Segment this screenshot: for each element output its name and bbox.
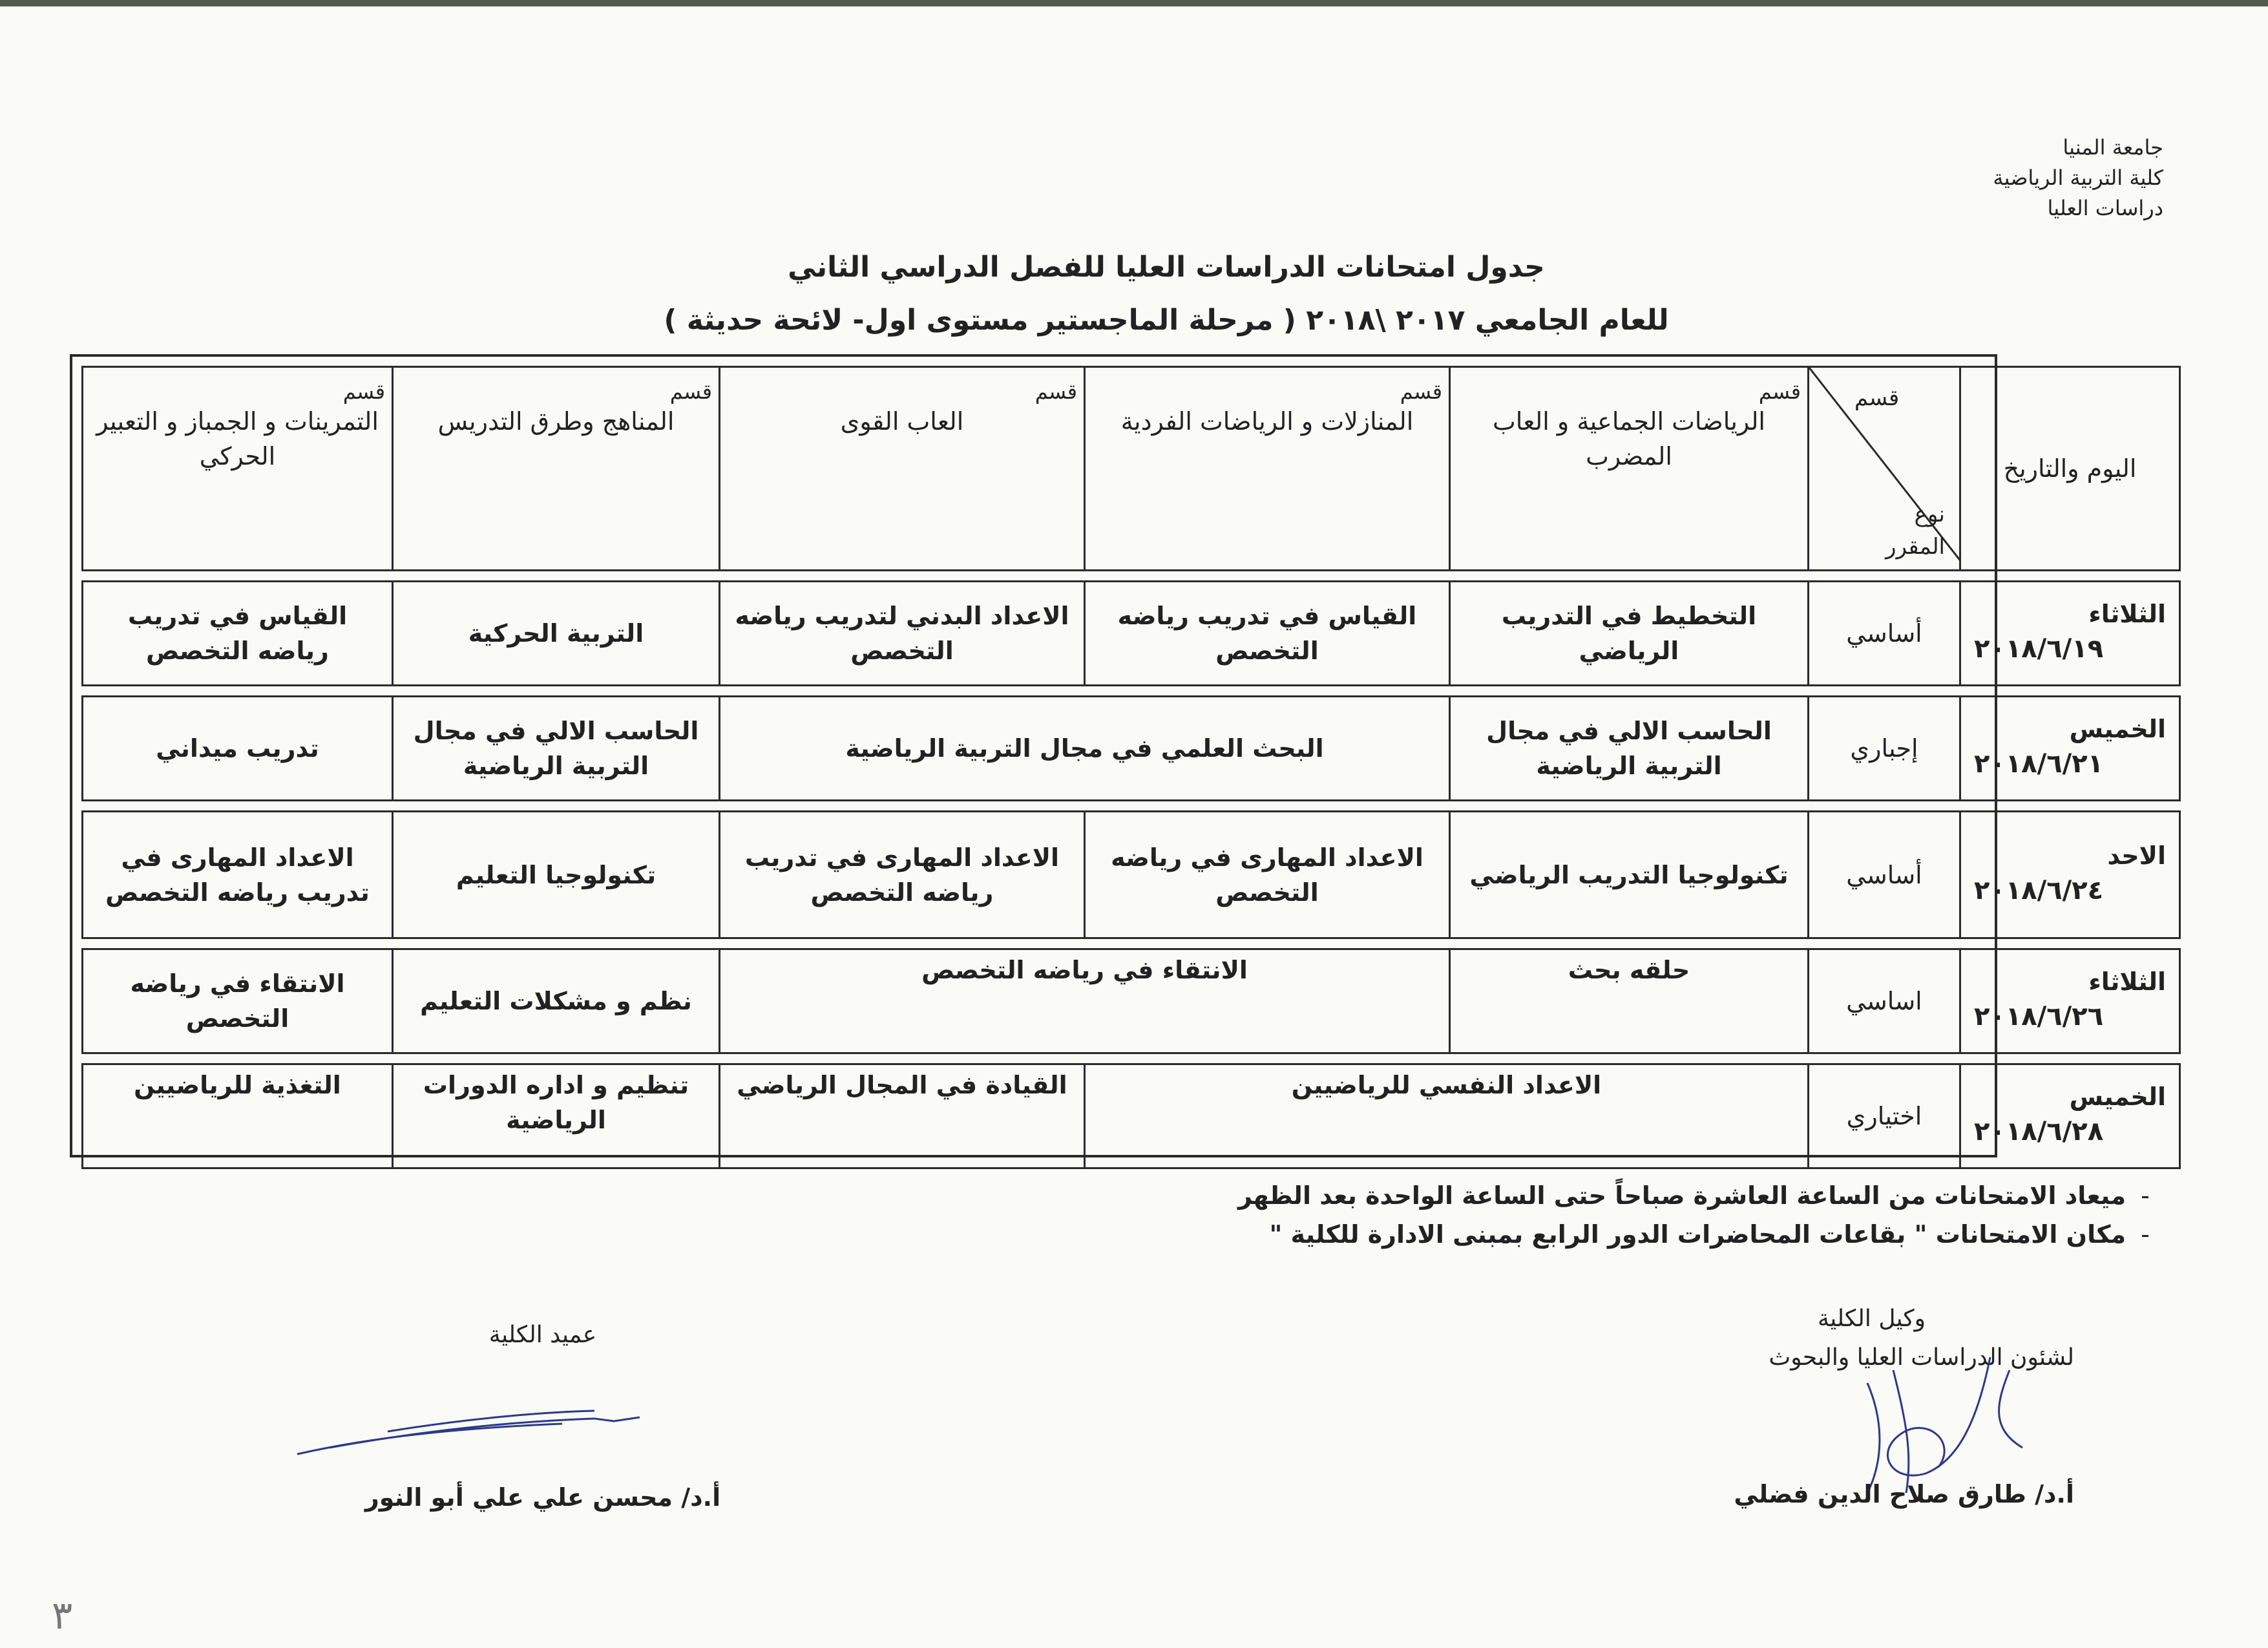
table-row [83,697,2180,801]
institution-header [1866,132,2163,224]
course-cell: الانتقاء في رياضه التخصص [83,949,393,1053]
document-title: جدول امتحانات الدراسات العليا للفصل الدراسي الثاني [788,251,1545,284]
table-row [83,1064,2180,1168]
course-type-cell: اختياري [1809,1064,1960,1168]
note-item: -مكان الامتحانات " بقاعات المحاضرات الدور الرابع بمبنى الادارة للكلية " [1269,1220,2150,1249]
course-cell-merged: الاعداد النفسي للرياضيين [1085,1064,1809,1168]
diag-type-label: نوع المقرر [1885,502,1945,560]
header-dept-type-diagonal [1809,367,1960,571]
course-cell: الاعداد المهارى في رياضه التخصص [1085,812,1450,938]
course-cell: تنظيم و اداره الدورات الرياضية [393,1064,720,1168]
course-cell: حلقه بحث [1450,949,1809,1053]
top-border-rule [0,0,2268,6]
schedule-table-frame [70,354,2166,1157]
table-row [83,949,2180,1053]
note-item: -ميعاد الامتحانات من الساعة العاشرة صباحاً حتى الساعة الواحدة بعد الظهر [1237,1181,2150,1210]
header-dept-5: قسم التمرينات و الجمباز و التعبير الحركي [83,367,393,571]
dean-signature-scribble [291,1393,678,1470]
dean-role: عميد الكلية [488,1322,597,1348]
course-cell-merged: البحث العلمي في مجال التربية الرياضية [720,697,1450,801]
course-cell: نظم و مشكلات التعليم [393,949,720,1053]
course-type-cell: اساسي [1809,949,1960,1053]
course-cell: القيادة في المجال الرياضي [720,1064,1085,1168]
day-date-cell: الاحد ٢٠١٨/٦/٢٤ [1960,812,2180,938]
course-type-cell: أساسي [1809,812,1960,938]
course-cell: تكنولوجيا التدريب الرياضي [1450,812,1809,938]
course-cell: التربية الحركية [393,582,720,686]
page-number: ٣ [52,1593,73,1638]
course-type-cell: أساسي [1809,582,1960,686]
header-dept-4: قسم المناهج وطرق التدريس [393,367,720,571]
department-name: دراسات العليا [2047,196,2163,220]
day-date-cell: الخميس ٢٠١٨/٦/٢١ [1960,697,2180,801]
exam-schedule-table [81,366,2181,1169]
table-row [83,812,2180,938]
course-cell: التغذية للرياضيين [83,1064,393,1168]
header-dept-3: قسم العاب القوى [720,367,1085,571]
course-cell: تكنولوجيا التعليم [393,812,720,938]
day-date-cell: الثلاثاء ٢٠١٨/٦/٢٦ [1960,949,2180,1053]
diag-dept-label: قسم [1854,385,1900,411]
faculty-name: كلية التربية الرياضية [1993,165,2163,190]
course-cell: التخطيط في التدريب الرياضي [1450,582,1809,686]
course-cell: الاعداد المهارى في تدريب رياضه التخصص [720,812,1085,938]
course-cell: الحاسب الالي في مجال التربية الرياضية [1450,697,1809,801]
vice-dean-name: أ.د/ طارق صلاح الدين فضلي [1734,1480,2074,1508]
dean-name: أ.د/ محسن علي علي أبو النور [364,1483,721,1512]
course-cell: تدريب ميداني [83,697,393,801]
header-day-date: اليوم والتاريخ [1960,367,2180,571]
document-subtitle: للعام الجامعي ٢٠١٧ \٢٠١٨ ( مرحلة الماجستير مستوى اول- لائحة حديثة ) [664,304,1669,337]
header-dept-1: قسم الرياضات الجماعية و العاب المضرب [1450,367,1809,571]
day-date-cell: الثلاثاء ٢٠١٨/٦/١٩ [1960,582,2180,686]
exam-notes [1238,1176,2165,1254]
university-name: جامعة المنيا [2063,135,2163,160]
course-cell: الاعداد المهارى في تدريب رياضه التخصص [83,812,393,938]
course-type-cell: إجباري [1809,697,1960,801]
course-cell-merged: الانتقاء في رياضه التخصص [720,949,1450,1053]
table-header-row [83,367,2180,571]
course-cell: القياس في تدريب رياضه التخصص [83,582,393,686]
vice-dean-role: وكيل الكلية [1817,1305,1926,1332]
header-dept-2: قسم المنازلات و الرياضات الفردية [1085,367,1450,571]
day-date-cell: الخميس ٢٠١٨/٦/٢٨ [1960,1064,2180,1168]
vice-dean-role-detail: لشئون الدراسات العليا والبحوث [1769,1344,2074,1371]
course-cell: الاعداد البدني لتدريب رياضه التخصص [720,582,1085,686]
course-cell: الحاسب الالي في مجال التربية الرياضية [393,697,720,801]
table-row [83,582,2180,686]
course-cell: القياس في تدريب رياضه التخصص [1085,582,1450,686]
